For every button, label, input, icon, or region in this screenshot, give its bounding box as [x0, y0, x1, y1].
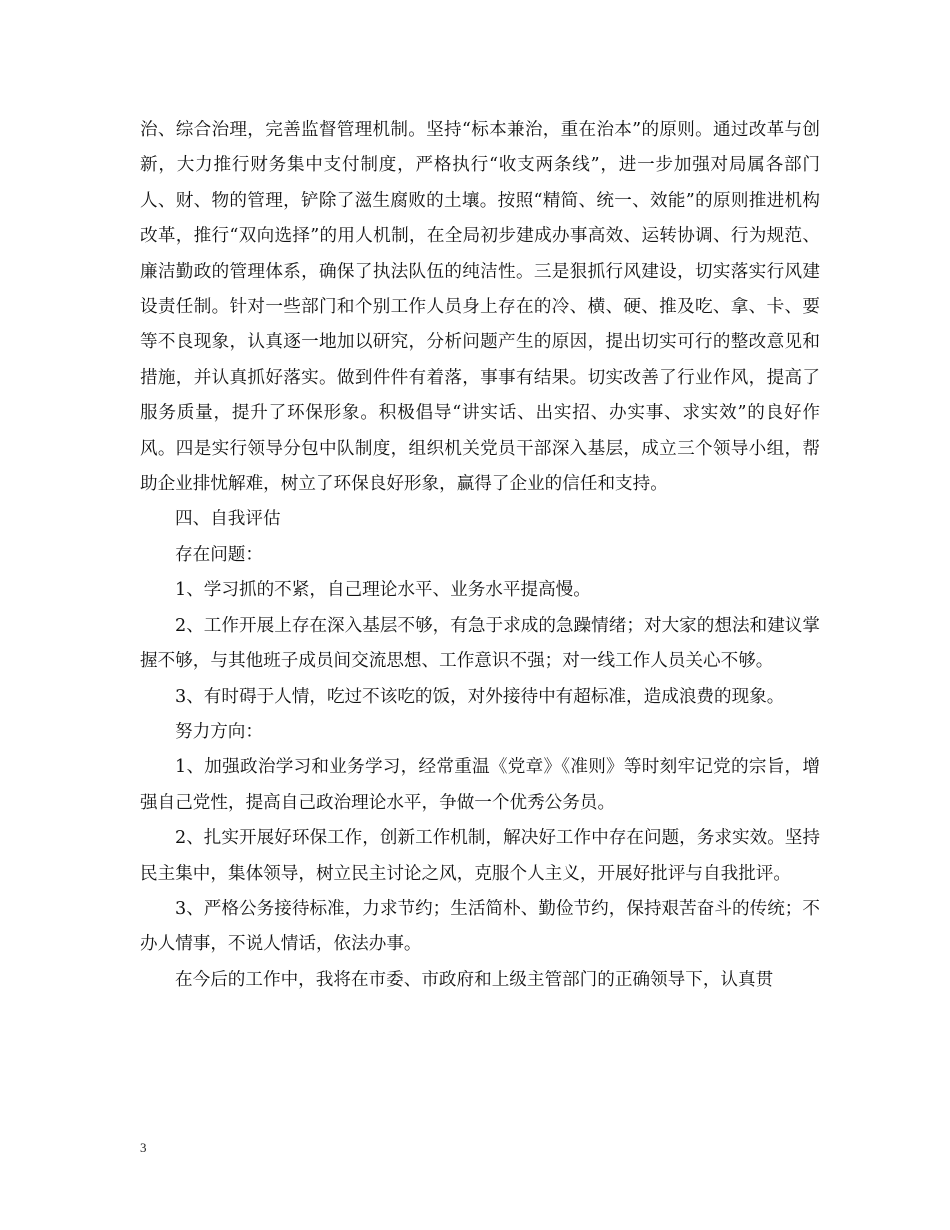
problem-item: 2、工作开展上存在深入基层不够，有急于求成的急躁情绪；对大家的想法和建议掌握不够，与其他班子成员间交流思想、工作意识不强；对一线工作人员关心不够。 — [140, 615, 820, 672]
problem-item: 3、有时碍于人情，吃过不该吃的饭，对外接待中有超标准，造成浪费的现象。 — [175, 686, 785, 707]
document-body — [140, 113, 820, 998]
subheading-direction: 努力方向： — [175, 721, 263, 742]
direction-item: 3、严格公务接待标准，力求节约；生活简朴、勤俭节约，保持艰苦奋斗的传统；不办人情事，不说人情话，依法办事。 — [140, 898, 820, 955]
body-paragraph: 治、综合治理，完善监督管理机制。坚持“标本兼治，重在治本”的原则。通过改革与创新，大力推行财务集中支付制度，严格执行“收支两条线”，进一步加强对局属各部门人、财、物的管理，铲除了滋生腐败的土壤。按照“精简、统一、效能”的原则推进机构改革，推行“双向选择”的用人机制，在全局初步建成办事高效、运转协调、行为规范、廉洁勤政的管理体系，确保了执法队伍的纯洁性。三是狠抓行风建设，切实落实行风建设责任制。针对一些部门和个别工作人员身上存在的冷、横、硬、推及吃、拿、卡、要等不良现象，认真逐一地加以研究，分析问题产生的原因，提出切实可行的整改意见和措施，并认真抓好落实。做到件件有着落，事事有结果。切实改善了行业作风，提高了服务质量，提升了环保形象。积极倡导“讲实话、出实招、办实事、求实效”的良好作风。四是实行领导分包中队制度，组织机关党员干部深入基层，成立三个领导小组，帮助企业排忧解难，树立了环保良好形象，赢得了企业的信任和支持。 — [140, 120, 820, 495]
page-number: 3 — [140, 1140, 147, 1155]
problem-item: 1、学习抓的不紧，自己理论水平、业务水平提高慢。 — [175, 580, 591, 601]
closing-paragraph: 在今后的工作中，我将在市委、市政府和上级主管部门的正确领导下，认真贯 — [175, 969, 774, 990]
direction-item: 2、扎实开展好环保工作，创新工作机制，解决好工作中存在问题，务求实效。坚持民主集中，集体领导，树立民主讨论之风，克服个人主义，开展好批评与自我批评。 — [140, 828, 820, 884]
section-heading: 四、自我评估 — [175, 509, 281, 530]
direction-item: 1、加强政治学习和业务学习，经常重温《党章》《准则》等时刻牢记党的宗旨，增强自己党性，提高自己政治理论水平，争做一个优秀公务员。 — [140, 757, 820, 813]
subheading-problems: 存在问题： — [175, 544, 263, 565]
